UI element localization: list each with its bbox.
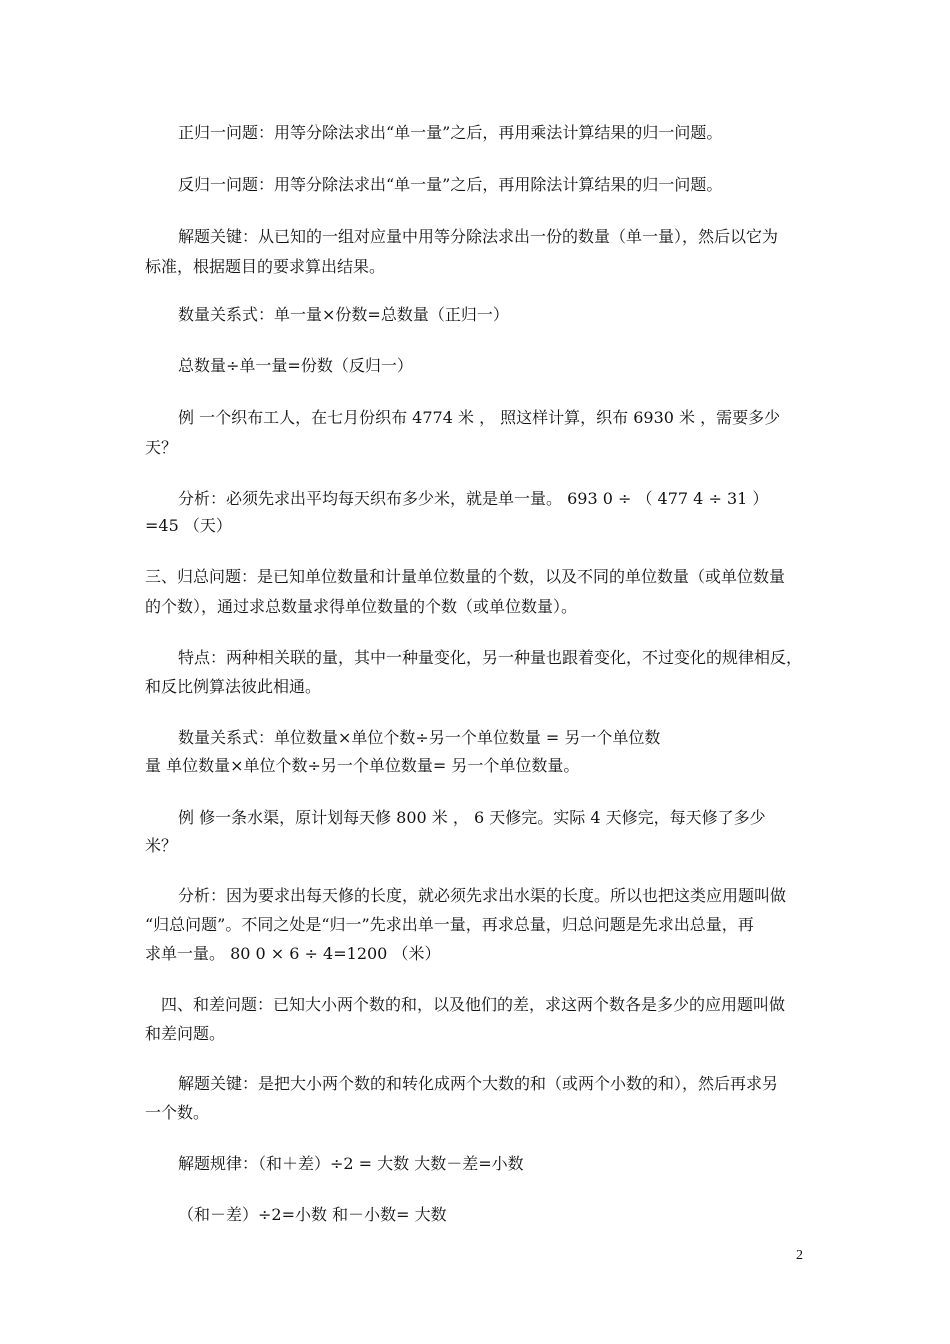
text-line: 数量关系式：单位数量×单位个数÷另一个单位数量 = 另一个单位数	[178, 728, 661, 747]
text-line: 解题规律：（和＋差）÷2 = 大数 大数－差=小数	[178, 1154, 524, 1173]
text-line: 的个数），通过求总数量求得单位数量的个数（或单位数量）。	[145, 597, 578, 616]
text-line: 正归一问题：用等分除法求出“单一量”之后，再用乘法计算结果的归一问题。	[178, 123, 723, 142]
text-line: 求单一量。 80 0 × 6 ÷ 4=1200 （米）	[145, 944, 441, 963]
text-line: 解题关键：是把大小两个数的和转化成两个大数的和（或两个小数的和），然后再求另	[178, 1074, 779, 1093]
text-line: 分析：因为要求出每天修的长度，就必须先求出水渠的长度。所以也把这类应用题叫做	[178, 886, 787, 905]
text-line: 米？	[145, 836, 178, 855]
text-line: 例 修一条水渠，原计划每天修 800 米 ， 6 天修完。实际 4 天修完，每天修了多少	[178, 808, 766, 827]
page-number: 2	[796, 1248, 803, 1263]
text-line: 天？	[145, 438, 178, 457]
section-heading: 三、归总问题：是已知单位数量和计量单位数量的个数，以及不同的单位数量（或单位数量	[145, 567, 786, 586]
text-line: 解题关键：从已知的一组对应量中用等分除法求出一份的数量（单一量），然后以它为	[178, 227, 779, 246]
text-line: 数量关系式：单一量×份数=总数量（正归一）	[178, 305, 509, 324]
section-heading: 四、和差问题：已知大小两个数的和，以及他们的差，求这两个数各是多少的应用题叫做	[161, 995, 786, 1014]
text-line: 特点：两种相关联的量，其中一种量变化，另一种量也跟着变化，不过变化的规律相反，	[178, 648, 803, 667]
text-line: 总数量÷单一量=份数（反归一）	[178, 356, 413, 375]
text-line: 例 一个织布工人，在七月份织布 4774 米 ， 照这样计算，织布 6930 米 ，需要多少	[178, 408, 781, 427]
text-line: 标准，根据题目的要求算出结果。	[145, 257, 386, 276]
text-line: 和差问题。	[145, 1024, 226, 1043]
text-line: 反归一问题：用等分除法求出“单一量”之后，再用除法计算结果的归一问题。	[178, 175, 723, 194]
text-line: “归总问题”。不同之处是“归一”先求出单一量，再求总量，归总问题是先求出总量，再	[145, 915, 754, 934]
text-line: 和反比例算法彼此相通。	[145, 677, 322, 696]
text-line: =45 （天）	[145, 516, 232, 535]
text-line: （和－差）÷2=小数 和－小数= 大数	[178, 1205, 447, 1224]
text-line: 量 单位数量×单位个数÷另一个单位数量= 另一个单位数量。	[145, 756, 580, 775]
text-line: 一个数。	[145, 1103, 210, 1122]
text-line: 分析：必须先求出平均每天织布多少米，就是单一量。 693 0 ÷ （ 477 4 ÷ 31 ）	[178, 489, 769, 508]
